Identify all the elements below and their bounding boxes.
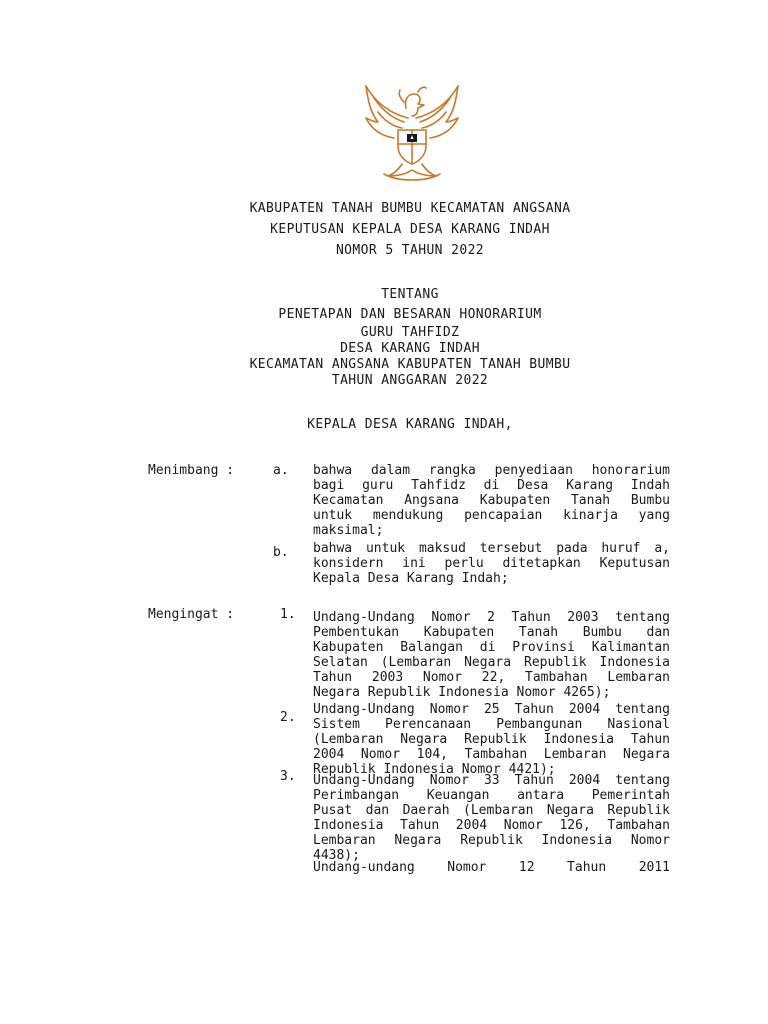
header-decree-title: KEPUTUSAN KEPALA DESA KARANG INDAH — [270, 222, 550, 237]
text-line: Undang-Undang Nomor 2 Tahun 2003 tentang — [313, 610, 670, 625]
mengingat-item-2 — [313, 702, 670, 777]
header-regency: KABUPATEN TANAH BUMBU KECAMATAN ANGSANA — [249, 201, 571, 216]
text-line: Sistem Perencanaan Pembangunan Nasional — [313, 717, 670, 732]
text-line: Selatan (Lembaran Negara Republik Indonesia — [313, 655, 670, 670]
text-line: Kecamatan Angsana Kabupaten Tanah Bumbu — [313, 493, 670, 508]
text-line: maksimal; — [313, 523, 384, 538]
mengingat-item-3 — [313, 773, 670, 863]
mengingat-marker-2: 2. — [280, 710, 296, 725]
text-line: (Lembaran Negara Republik Indonesia Tahun — [313, 732, 670, 747]
text-line: untuk mendukung pencapaian kinarja yang — [313, 508, 670, 523]
text-line: Perimbangan Keuangan antara Pemerintah — [313, 788, 670, 803]
text-line: konsidern ini perlu ditetapkan Keputusan — [313, 556, 670, 571]
menimbang-item-b — [313, 541, 670, 586]
mengingat-label: Mengingat : — [148, 607, 235, 622]
garuda-emblem-icon — [358, 78, 466, 182]
text-line: Pusat dan Daerah (Lembaran Negara Republik — [313, 803, 670, 818]
mengingat-item-4 — [313, 860, 670, 875]
text-line: bagi guru Tahfidz di Desa Karang Indah — [313, 478, 670, 493]
text-line: 4438); — [313, 848, 360, 863]
menimbang-label: Menimbang : — [148, 463, 235, 478]
menimbang-marker-a: a. — [273, 463, 289, 478]
about-line-5: TAHUN ANGGARAN 2022 — [331, 373, 489, 388]
text-line: Undang-Undang Nomor 25 Tahun 2004 tentang — [313, 702, 670, 717]
text-line: Indonesia Tahun 2004 Nomor 126, Tambahan — [313, 818, 670, 833]
text-line: Republik Indonesia Nomor 4421); — [313, 762, 556, 777]
header-decree-number: NOMOR 5 TAHUN 2022 — [335, 243, 485, 258]
about-line-3: DESA KARANG INDAH — [340, 341, 480, 356]
text-line: bahwa untuk maksud tersebut pada huruf a, — [313, 541, 670, 556]
mengingat-marker-1: 1. — [280, 607, 296, 622]
text-line: bahwa dalam rangka penyediaan honorarium — [313, 463, 670, 478]
menimbang-item-a — [313, 463, 670, 538]
text-line: Lembaran Negara Republik Indonesia Nomor — [313, 833, 670, 848]
text-line: Undang-undang Nomor 12 Tahun 2011 — [313, 860, 670, 875]
text-line: Undang-Undang Nomor 33 Tahun 2004 tentang — [313, 773, 670, 788]
text-line: 2004 Nomor 104, Tambahan Lembaran Negara — [313, 747, 670, 762]
about-line-2: GURU TAHFIDZ — [360, 325, 460, 340]
mengingat-marker-3: 3. — [280, 769, 296, 784]
about-line-4: KECAMATAN ANGSANA KABUPATEN TANAH BUMBU — [249, 357, 571, 372]
text-line: Pembentukan Kabupaten Tanah Bumbu dan — [313, 625, 670, 640]
menimbang-marker-b: b. — [273, 545, 289, 560]
text-line: Tahun 2003 Nomor 22, Tambahan Lembaran — [313, 670, 670, 685]
text-line: Negara Republik Indonesia Nomor 4265); — [313, 685, 611, 700]
mengingat-item-1 — [313, 610, 670, 700]
about-line-1: PENETAPAN DAN BESARAN HONORARIUM — [278, 307, 542, 322]
about-label: TENTANG — [381, 287, 439, 302]
text-line: Kabupaten Balangan di Provinsi Kalimantan — [313, 640, 670, 655]
text-line: Kepala Desa Karang Indah; — [313, 571, 509, 586]
official-title: KEPALA DESA KARANG INDAH, — [307, 417, 513, 432]
